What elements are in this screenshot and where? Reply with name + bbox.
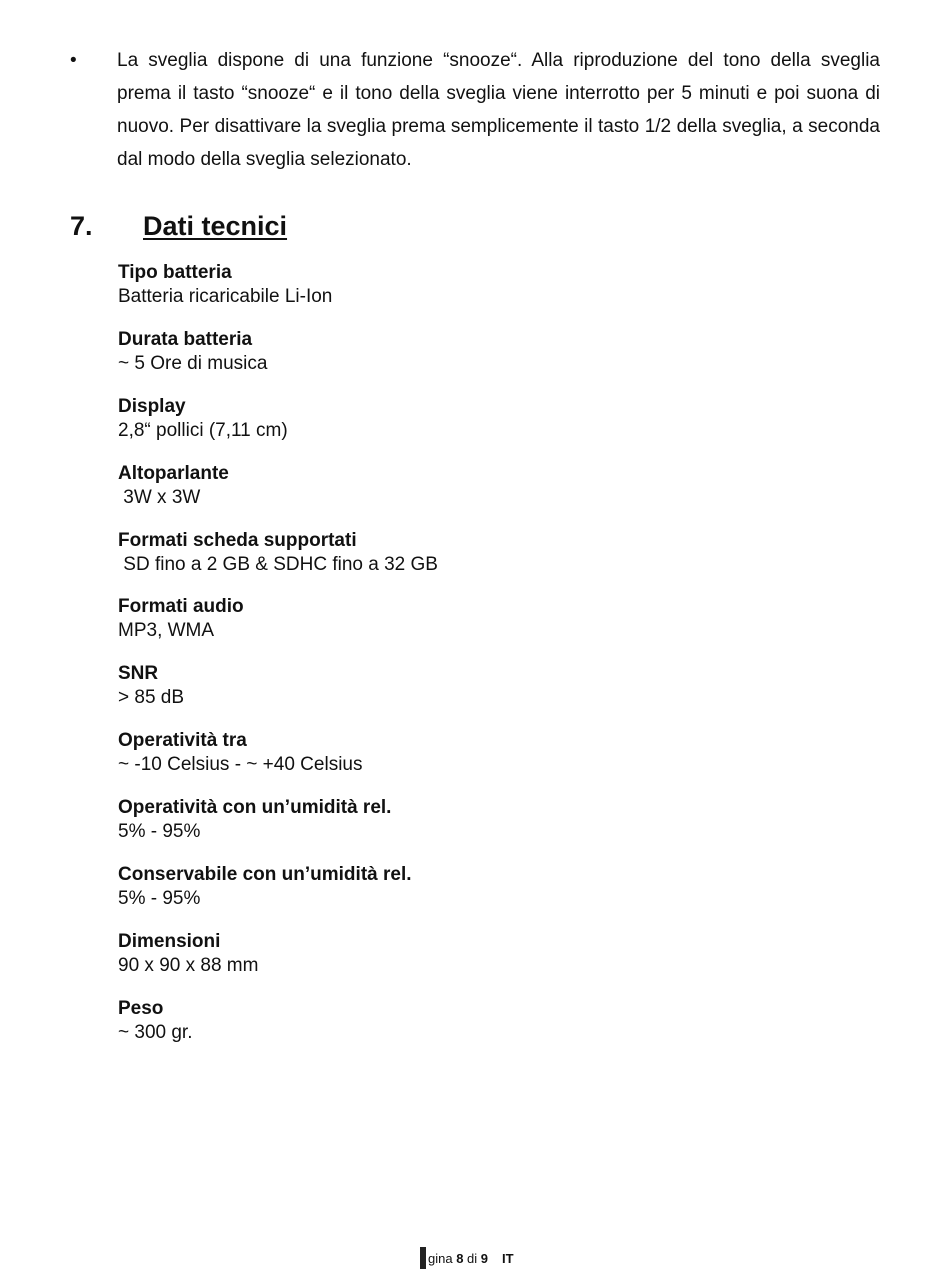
spec-value: > 85 dB [118, 687, 185, 709]
spec-label: Dimensioni [118, 930, 221, 952]
spec-label: Formati scheda supportati [118, 529, 357, 551]
spec-value: ~ -10 Celsius - ~ +40 Celsius [118, 754, 363, 776]
spec-item [118, 529, 818, 596]
spec-label: Durata batteria [118, 328, 253, 350]
spec-value: 90 x 90 x 88 mm [118, 954, 259, 976]
spec-label: Tipo batteria [118, 262, 232, 283]
spec-item [118, 462, 818, 529]
spec-item [118, 662, 818, 729]
spec-value: 2,8“ pollici (7,11 cm) [118, 419, 288, 441]
spec-item [118, 395, 818, 462]
spec-value: ~ 300 gr. [118, 1021, 193, 1043]
current-page: 8 [456, 1250, 464, 1266]
page-number-text [428, 1251, 488, 1266]
spec-value: 5% - 95% [118, 821, 201, 843]
section-title: Dati tecnici [143, 211, 288, 241]
spec-label: Operatività tra [118, 730, 247, 752]
page-footer [420, 1247, 514, 1269]
spec-label: SNR [118, 663, 159, 685]
spec-item [118, 729, 818, 796]
spec-value: 3W x 3W [118, 486, 201, 508]
spec-label: Display [118, 395, 186, 417]
total-pages: 9 [480, 1250, 489, 1266]
technical-specs-list [118, 261, 818, 1064]
spec-value: MP3, WMA [118, 620, 215, 642]
section-number: 7. [70, 211, 93, 241]
spec-item [118, 863, 818, 930]
page-of: di [463, 1250, 481, 1266]
spec-item [118, 997, 818, 1064]
spec-item [118, 261, 818, 328]
bullet-dot: • [70, 50, 77, 71]
footer-bar [420, 1247, 426, 1269]
snooze-bullet-paragraph [70, 44, 880, 176]
spec-label: Peso [118, 997, 164, 1019]
spec-label: Conservabile con un’umidità rel. [118, 864, 412, 886]
language-code: IT [502, 1250, 514, 1266]
spec-value: ~ 5 Ore di musica [118, 352, 268, 374]
spec-label: Operatività con un’umidità rel. [118, 797, 392, 819]
spec-item [118, 328, 818, 395]
section-heading [70, 208, 287, 244]
spec-value: 5% - 95% [118, 888, 201, 910]
spec-label: Altoparlante [118, 462, 229, 484]
spec-item [118, 796, 818, 863]
spec-item [118, 930, 818, 997]
spec-label: Formati audio [118, 596, 244, 618]
snooze-description-text: La sveglia dispone di una funzione “snooze“. Alla riproduzione del tono della sveglia prema il tasto “snooze“ e il tono della sveglia viene interrotto per 5 minuti e poi suona di nuovo. Per disattivare la sveglia prema semplicemente il tasto 1/2 della sveglia, a seconda dal modo della sveglia selezionato. [117, 50, 880, 170]
spec-value: Batteria ricaricabile Li-Ion [118, 286, 333, 307]
spec-item [118, 595, 818, 662]
spec-value: SD fino a 2 GB & SDHC fino a 32 GB [118, 553, 438, 575]
page-prefix: gina [428, 1250, 457, 1266]
